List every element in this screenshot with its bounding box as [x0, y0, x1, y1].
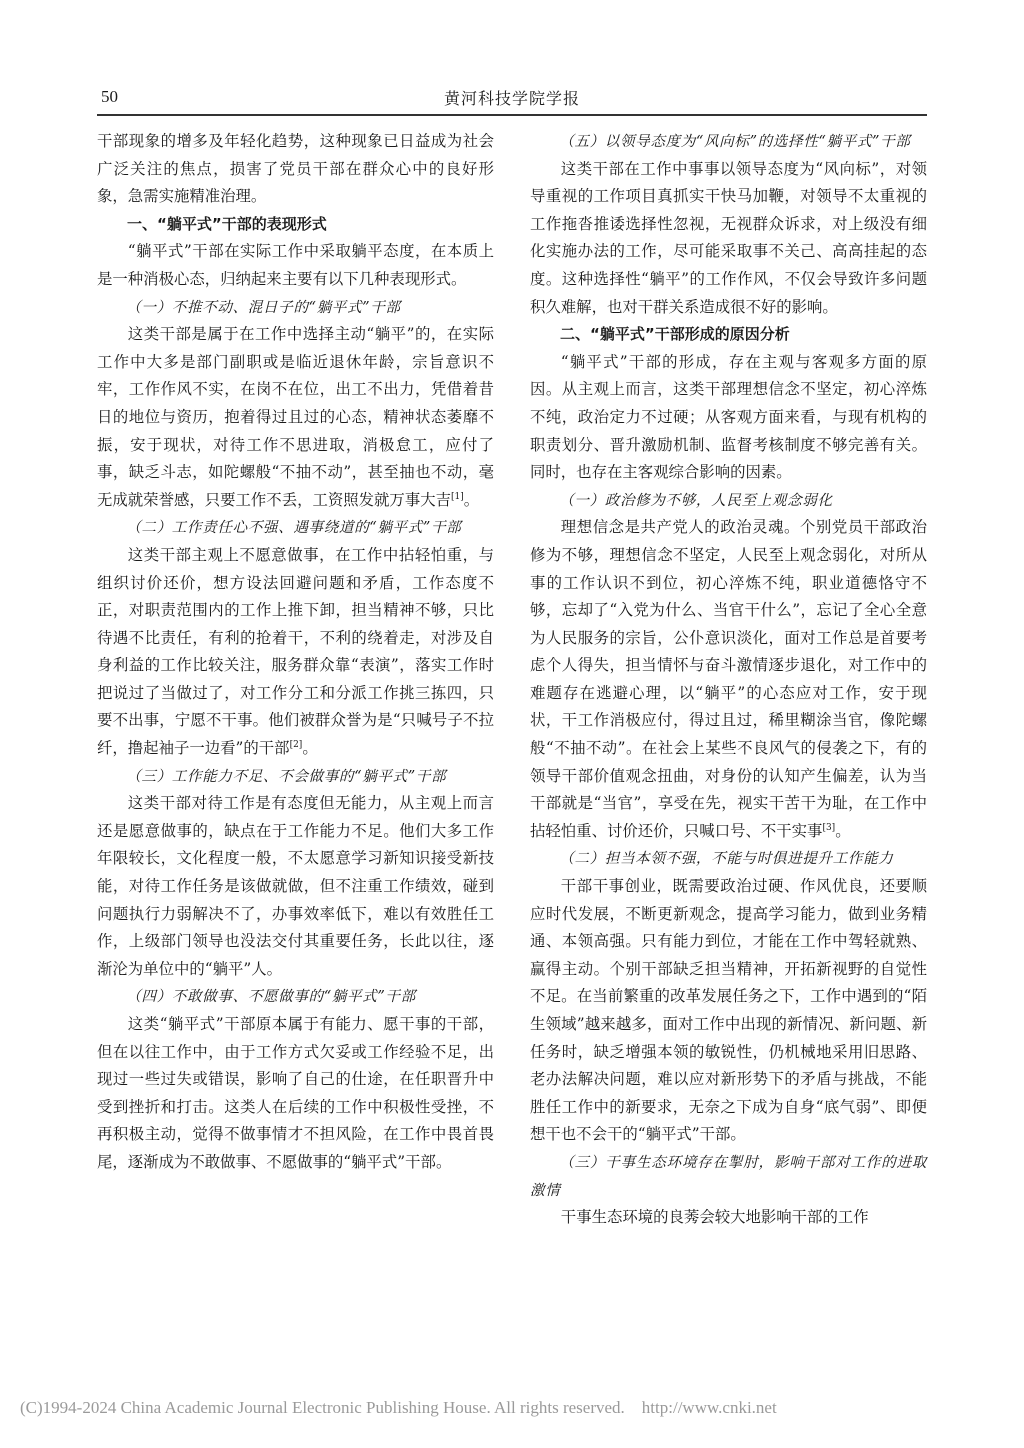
subsection-heading: （三）工作能力不足、不会做事的“躺平式”干部 — [126, 767, 447, 785]
left-column — [97, 128, 494, 1177]
subsection-heading: （二）担当本领不强，不能与时俱进提升工作能力 — [559, 850, 894, 868]
paragraph: “躺平式”干部的形成，存在主观与客观多方面的原因。从主观上而言，这类干部理想信念不坚定，初心淬炼不纯，政治定力不过硬；从客观方面来看，与现有机构的职责划分、晋升激励机制、监督考核制度不够完善有关。同时，也存在主客观综合影响的因素。 — [530, 352, 927, 482]
paragraph-end: 。 — [835, 821, 851, 840]
paragraph: 这类干部对待工作是有态度但无能力，从主观上而言还是愿意做事的，缺点在于工作能力不足。他们大多工作年限较长，文化程度一般，不太愿意学习新知识接受新技能，对待工作任务是该做就做，但不注重工作绩效，碰到问题执行力弱解决不了，办事效率低下，难以有效胜任工作，上级部门领导也没法交付其重要任务，长此以往，逐渐沦为单位中的“躺平”人。 — [97, 794, 494, 978]
paragraph: 干事生态环境的良莠会较大地影响干部的工作 — [560, 1208, 869, 1227]
paragraph-end: 。 — [302, 739, 318, 758]
paragraph: 干部干事创业，既需要政治过硬、作风优良，还要顺应时代发展，不断更新观念，提高学习能力，做到业务精通、本领高强。只有能力到位，才能在工作中驾轻就熟、赢得主动。个别干部缺乏担当精神，开拓新视野的自觉性不足。在当前繁重的改革发展任务之下，工作中遇到的“陌生领域”越来越多，面对工作中出现的新情况、新问题、新任务时，缺乏增强本领的敏锐性，仍机械地采用旧思路、老办法解决问题，难以应对新形势下的矛盾与挑战，不能胜任工作中的新要求，无奈之下成为自身“底气弱”、即便想干也不会干的“躺平式”干部。 — [530, 877, 927, 1144]
section-heading: 一、“躺平式”干部的表现形式 — [127, 214, 327, 233]
citation-ref[interactable]: [1] — [451, 491, 464, 502]
right-column — [530, 128, 927, 1232]
citation-ref[interactable]: [3] — [822, 822, 836, 833]
journal-title: 黄河科技学院学报 — [443, 89, 580, 108]
subsection-heading: （一）政治修为不够，人民至上观念弱化 — [559, 491, 833, 509]
paragraph — [530, 514, 927, 845]
paragraph-end: 。 — [463, 490, 480, 509]
subsection-heading: （五）以领导态度为“风向标”的选择性“躺平式”干部 — [559, 133, 911, 150]
subsection-heading: （四）不敢做事、不愿做事的“躺平式”干部 — [126, 988, 416, 1006]
paragraph — [97, 321, 494, 514]
subsection-heading: （三）干事生态环境存在掣肘，影响干部对工作的进取激情 — [530, 1153, 927, 1199]
paragraph: 干部现象的增多及年轻化趋势，这种现象已日益成为社会广泛关注的焦点，损害了党员干部在群众心中的良好形象，急需实施精准治理。 — [97, 132, 494, 206]
paragraph-text: 这类干部是属于在工作中选择主动“躺平”的，在实际工作中大多是部门副职或是临近退休年龄，宗旨意识不牢，工作作风不实，在岗不在位，出工不出力，凭借着昔日的地位与资历，抱着得过且过的心态，精神状态萎靡不振，安于现状，对待工作不思进取，消极怠工，应付了事，缺乏斗志，如陀螺般“不抽不动”，甚至抽也不动，毫无成就荣誉感，只要工作不丢，工资照发就万事大吉 — [97, 325, 494, 509]
paragraph — [97, 542, 494, 763]
paragraph-text: 理想信念是共产党人的政治灵魂。个别党员干部政治修为不够，理想信念不坚定，人民至上观念弱化，对所从事的工作认识不到位，初心淬炼不纯，职业道德恪守不够，忘却了“入党为什么、当官干什么”，忘记了全心全意为人民服务的宗旨，公仆意识淡化，面对工作总是首要考虑个人得失，担当情怀与奋斗激情逐步退化，对工作中的难题存在逃避心理，以“躺平”的心态应对工作，安于现状，干工作消极应付，得过且过，稀里糊涂当官，像陀螺般“不抽不动”。在社会上某些不良风气的侵袭之下，有的领导干部价值观念扭曲，对身份的认知产生偏差，认为当干部就是“当官”，享受在先，视实干苦干为耻，在工作中拈轻怕重、讨价还价，只喊口号、不干实事 — [530, 518, 927, 840]
subsection-heading: （一）不推不动、混日子的“躺平式”干部 — [126, 298, 401, 316]
page-number: 50 — [101, 87, 118, 106]
section-heading: 二、“躺平式”干部形成的原因分析 — [560, 325, 790, 344]
citation-ref[interactable]: [2] — [289, 740, 303, 751]
copyright-footer: (C)1994-2024 China Academic Journal Electronic Publishing House. All rights reserved. http://www.cnki.net — [20, 1398, 777, 1417]
subsection-heading: （二）工作责任心不强、遇事绕道的“躺平式”干部 — [126, 519, 462, 537]
running-header — [97, 84, 927, 116]
paragraph-text: 这类干部主观上不愿意做事，在工作中拈轻怕重，与组织讨价还价，想方设法回避问题和矛盾，工作态度不正，对职责范围内的工作上推下卸，担当精神不够，只比待遇不比责任，有利的抢着干，不利的绕着走，对涉及自身利益的工作比较关注，服务群众靠“表演”，落实工作时把说过了当做过了，对工作分工和分派工作挑三拣四，只要不出事，宁愿不干事。他们被群众誉为是“只喊号子不拉纤，撸起袖子一边看”的干部 — [97, 545, 494, 758]
paragraph: 这类干部在工作中事事以领导态度为“风向标”，对领导重视的工作项目真抓实干快马加鞭，对领导不太重视的工作拖沓推诿选择性忽视，无视群众诉求，对上级没有细化实施办法的工作，尽可能采取事不关己、高高挂起的态度。这种选择性“躺平”的工作作风，不仅会导致许多问题积久难解，也对干群关系造成很不好的影响。 — [530, 159, 927, 316]
paragraph: 这类“躺平式”干部原本属于有能力、愿干事的干部，但在以往工作中，由于工作方式欠妥或工作经验不足，出现过一些过失或错误，影响了自己的仕途，在任职晋升中受到挫折和打击。这类人在后续的工作中积极性受挫，不再积极主动，觉得不做事情才不担风险，在工作中畏首畏尾，逐渐成为不敢做事、不愿做事的“躺平式”干部。 — [97, 1015, 494, 1171]
paragraph: “躺平式”干部在实际工作中采取躺平态度，在本质上是一种消极心态，归纳起来主要有以下几种表现形式。 — [97, 242, 494, 288]
